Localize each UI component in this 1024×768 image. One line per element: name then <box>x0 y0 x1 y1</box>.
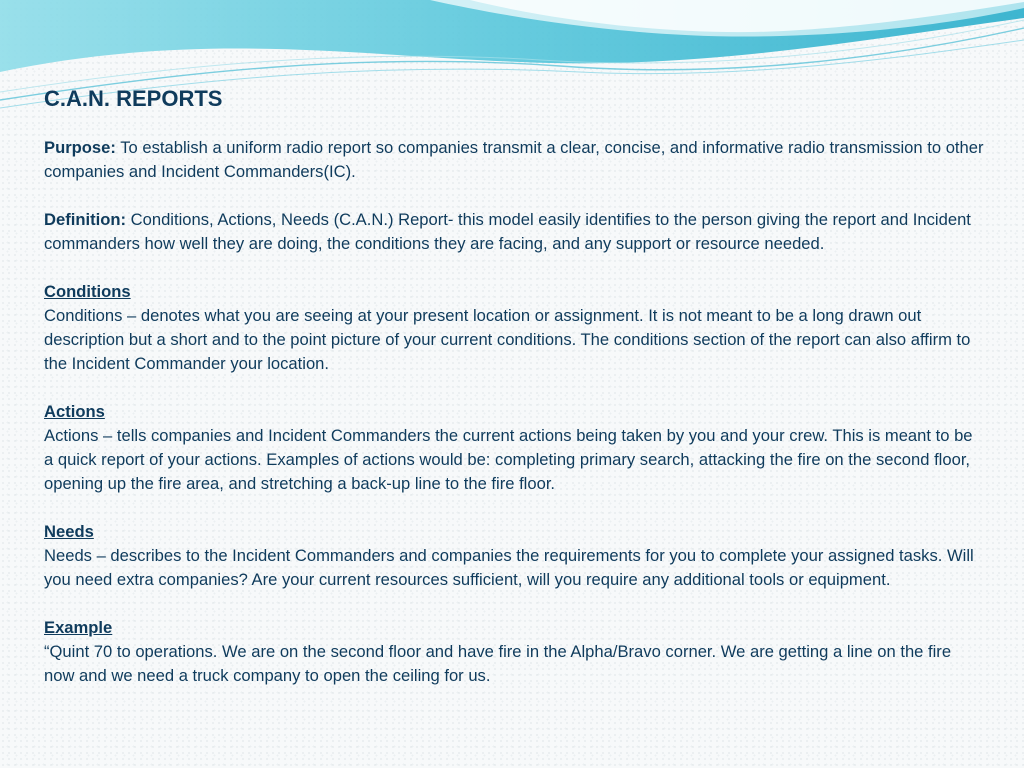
purpose-label: Purpose: <box>44 138 116 157</box>
purpose-paragraph <box>44 136 984 184</box>
needs-section <box>44 520 984 592</box>
example-heading: Example <box>44 618 113 637</box>
example-text: “Quint 70 to operations. We are on the second floor and have fire in the Alpha/Bravo corner. We are getting a line on the fire now and we need a truck company to open the ceiling for us. <box>44 642 952 685</box>
actions-heading: Actions <box>44 402 105 421</box>
definition-paragraph <box>44 208 984 256</box>
purpose-text: To establish a uniform radio report so companies transmit a clear, concise, and informative radio transmission to other companies and Incident Commanders(IC). <box>44 138 984 181</box>
definition-text: Conditions, Actions, Needs (C.A.N.) Report- this model easily identifies to the person giving the report and Incident commanders how well they are doing, the conditions they are facing, and any support or resource needed. <box>44 210 971 253</box>
example-section <box>44 616 984 688</box>
slide-content <box>44 84 984 688</box>
needs-heading: Needs <box>44 522 94 541</box>
conditions-section <box>44 280 984 376</box>
actions-section <box>44 400 984 496</box>
page-title: C.A.N. REPORTS <box>44 86 223 111</box>
conditions-text: Conditions – denotes what you are seeing at your present location or assignment. It is not meant to be a long drawn out description but a short and to the point picture of your current conditions. The conditions section of the report can also affirm to the Incident Commander your location. <box>44 306 971 373</box>
needs-text: Needs – describes to the Incident Commanders and companies the requirements for you to complete your assigned tasks. Will you need extra companies? Are your current resources sufficient, will you require any additional tools or equipment. <box>44 546 974 589</box>
definition-label: Definition: <box>44 210 127 229</box>
actions-text: Actions – tells companies and Incident Commanders the current actions being taken by you and your crew. This is meant to be a quick report of your actions. Examples of actions would be: completing primary search, attacking the fire on the second floor, opening up the fire area, and stretching a back-up line to the fire floor. <box>44 426 973 493</box>
conditions-heading: Conditions <box>44 282 131 301</box>
